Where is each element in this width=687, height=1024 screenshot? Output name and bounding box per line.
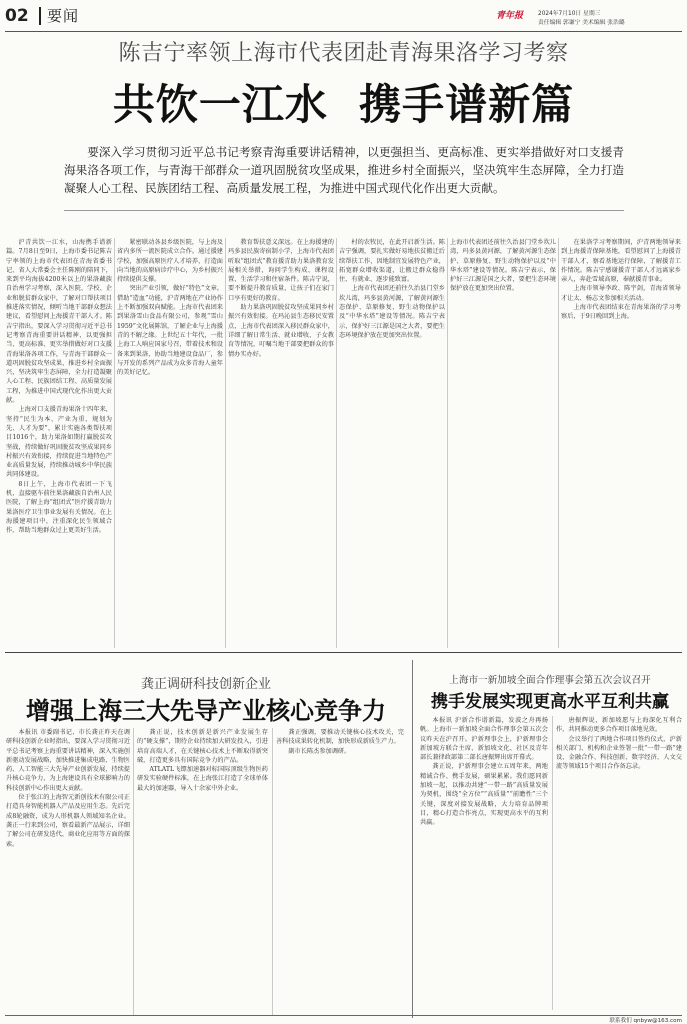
- lead-paragraph-2: 上海对口支援青海果洛十四年来，坚持“民生为本、产业为重、规划为先、人才为要”，累计实施各类帮扶项目1016个，助力果洛如期打赢脱贫攻坚战，持续做好巩固脱贫攻坚成果同乡村振兴有效衔接，持续促进当地特色产业高质量发展，持续推动城乡中华民族共同体建设。: [6, 406, 112, 479]
- lead-column-1: [6, 238, 112, 650]
- footer-contact: 联系我们 qnbyw@163.com: [609, 1018, 682, 1024]
- story-left-paragraph-3: 龚正说，技术创新是新兴产业发展生存的“硬支撑”，期待企业持续加大研发投入，引进培育高端人才，在关键核心技术上不断取得新突破，打造更多具有国际竞争力的产品。: [137, 729, 268, 764]
- column-divider: [225, 238, 226, 648]
- stories-vertical-divider: [412, 660, 413, 1018]
- lead-paragraph-11: 上海市领导李政、陈宇剑，青海省领导才让太、杨志文参加相关活动。: [561, 285, 681, 302]
- story-left-column-1: [6, 728, 130, 1018]
- lead-paragraph-8: 村的农牧民，在此开启新生活。陈吉宁强调，要扎实做好易地扶贫搬迁后续帮扶工作，因地制宜发展特色产业，拓宽群众增收渠道，让搬迁群众稳得住、有就业、逐步能致富。: [339, 239, 445, 284]
- lead-column-5: [450, 238, 556, 650]
- column-divider: [447, 238, 448, 648]
- lead-paragraph-7: 助力果洛巩固脱贫攻坚成果同乡村振兴有效衔接。在玛沁县生态移民安置点，上海市代表团深入移民群众家中，详细了解日常生活、就业增收、子女教育等情况，叮嘱当地干部要把群众的事情办实办好。: [228, 304, 334, 358]
- story-left-paragraph-2: 位于张江的上海智元新创技术有限公司正打造具身智能机器人产品及应用生态。先后完成8轮融资，成为人形机器人领域知名企业。龚正一行来到公司，察看最新产品展示，详细了解公司在研发迭代、商业化应用等方面的探索。: [6, 794, 130, 848]
- lead-paragraph-6: 教育帮扶意义深远。在上海援建的玛多县民族寄宿制小学，上海市代表团听取“组团式”教育援青助力果洛教育发展相关举措，询问学生构成、课程设置、生活学习和住宿条件。陈吉宁说，要不断提升教育质量，让孩子们在家门口享有更好的教育。: [228, 239, 334, 302]
- story-left-paragraph-1: 本报讯 市委副书记、市长龚正昨天在调研科技创新企业时指出，要深入学习贯彻习近平总书记考察上海重要讲话精神，深入实施创新驱动发展战略，加快推进集成电路、生物医药、人工智能三大先导产业创新发展，持续提升核心竞争力，为上海建设具有全球影响力的科技创新中心作出更大贡献。: [6, 729, 130, 792]
- story-left-paragraph-6: 副市长陈杰参加调研。: [288, 747, 351, 755]
- page-number: 02: [5, 6, 29, 26]
- lead-paragraph-3: 8日上午，上海市代表团一下飞机，直接驱车前往果洛藏族自治州人民医院，了解上海“组团式”医疗援青助力果洛医疗卫生事业发展有关情况。在上海援建项目中，注重深化民生领域合作，帮助当地群众过上更美好生活。: [6, 480, 112, 535]
- editors-line: 责任编辑 郭谦宁 美术编辑 张浩璐: [538, 20, 625, 26]
- story-left-paragraph-5: 龚正强调，要推动关键核心技术攻关，完善科技成果转化机制，加快形成新质生产力。: [276, 729, 404, 746]
- story-right-column-1: [420, 716, 548, 1012]
- story-right-paragraph-3: 唐振辉说，新加坡愿与上海深化互利合作，共同推动更多合作项目落地见效。: [556, 717, 682, 734]
- lead-deck-rule: [64, 210, 624, 211]
- lead-paragraph-1: 沪青共饮一江水，山海携手谱新篇。7月8日至9日，上海市委书记陈吉宁率领的上海市代表团在青海省委书记、省人大常委会主任陈刚的陪同下，来到平均海拔4200米以上的果洛藏族自治州学习考察，深入医院、学校、企业和脱贫群众家中，了解对口帮扶项目推进落实情况，倾听当地干部群众想法建议，看望慰问上海援青干部人才。陈吉宁指出，要深入学习贯彻习近平总书记考察青海重要讲话精神，以更强担当、更高标准、更实举措做好对口支援青海果洛各项工作，与青海干部群众一道巩固脱贫攻坚成果，推进乡村全面振兴，坚决筑牢生态屏障，全力打造凝聚人心工程、民族团结工程、高质量发展工程，为推进中国式现代化作出更大贡献。: [6, 239, 112, 405]
- story-right-kicker: 上海市一新加坡全面合作理事会第五次会议召开: [449, 675, 651, 686]
- column-divider: [336, 238, 337, 648]
- masthead: [0, 0, 687, 32]
- story-right-headline: 携手发展实现更高水平互利共赢: [431, 692, 669, 712]
- column-divider: [552, 716, 553, 1010]
- lead-column-6: [561, 238, 681, 650]
- lead-paragraph-10: 在果洛学习考察期间，沪青两地领导来到上海援青保障基地，看望慰问了上海援青干部人才，察看基地运行保障，了解援青工作情况。陈吉宁感谢援青干部人才远离家乡亲人，奔赴雪域高原，奉献援青事业。: [561, 239, 681, 284]
- column-divider: [133, 728, 134, 1016]
- lead-column-2: [117, 238, 223, 650]
- story-right-paragraph-4: 会议举行了两地合作项目签约仪式，沪新相关部门、机构和企业签署一批“一带一路”建设、金融合作、科技创新、数字经济、人文交流等领域15个项目合作备忘录。: [556, 735, 682, 771]
- lead-column-4: [339, 238, 445, 650]
- paper-logo: 青年报: [496, 11, 524, 21]
- lead-paragraph-5: 突出产业引领，做好“特色”文章。借助“造血”功能，沪青两地在产业协作上不断加强双向赋能。上海市代表团来到果洛雪山食品有限公司，参观“雪山1959”文化展陈馆，了解企业与上海援青的不解之缘。上世纪五十年代，一批上海工人响应国家号召，带着技术和设备来到果洛，协助当地建设食品厂，参与开发的系列产品成为众多青海人童年的美好记忆。: [117, 285, 223, 377]
- story-left-column-2: [137, 728, 268, 1018]
- story-left-kicker: 龚正调研科技创新企业: [140, 677, 271, 692]
- lead-paragraph-12: 上海市代表团结束在青海果洛的学习考察后，于9日晚回到上海。: [561, 304, 681, 321]
- column-divider: [272, 728, 273, 1016]
- lead-kicker: 陈吉宁率领上海市代表团赴青海果洛学习考察: [118, 41, 569, 66]
- lead-deck: 要深入学习贯彻习近平总书记考察青海重要讲话精神，以更强担当、更高标准、更实举措做好对口支援青海果洛各项工作，与青海干部群众一道巩固脱贫攻坚成果，推进乡村全面振兴，坚决筑牢生态屏障，全力打造凝聚人心工程、民族团结工程、高质量发展工程，为推进中国式现代化作出更大贡献。: [64, 145, 624, 195]
- column-divider: [114, 238, 115, 648]
- story-right-column-2: [556, 716, 682, 1012]
- story-left-headline: 增强上海三大先导产业核心竞争力: [26, 697, 386, 725]
- story-left-column-3: [276, 728, 404, 1018]
- lead-column-3: [228, 238, 334, 650]
- lead-paragraph-4: 紧密联动各县乡级医院，与上海及省内多所一流医院成立合作。通过援建学校，加强高原医疗人才培养，打造面向当地的高原病诊疗中心，为乡村振兴持续提供支撑。: [117, 239, 223, 284]
- lead-story-divider: [5, 652, 682, 653]
- column-divider: [558, 238, 559, 648]
- date-line: 2024年7月10日 星期三: [538, 11, 601, 17]
- story-left-paragraph-4: ATLATL飞镖加速器对标国际顶级生物医药研发实验硬件标准，在上海张江打造了全球单体最大的加速器，导入十余家中外企业。: [137, 766, 268, 792]
- story-right-paragraph-1: 本报讯 沪新合作谱新篇，发波之舟再扬帆。上海市一新加坡全面合作理事会第五次会议昨天在沪召开。沪新理事会上，沪新理事会新加坡方联合主席、新加坡文化、社区及青年部长兼律政部第二部长唐振辉出席开幕式。: [420, 717, 548, 762]
- lead-paragraph-9: 上海市代表团还前往久治县门堂乡坎儿湾，玛多县黄河源，了解黄河源生态保护、草原修复、野生动物保护以及“中华水塔”建设等情况。陈吉宁表示，保护好三江源是国之大者，要把生态环境保护放在更加突出位置。: [339, 285, 445, 339]
- masthead-divider: [5, 31, 682, 32]
- section-label: 要闻: [39, 7, 79, 25]
- lead-paragraph-9b: 上海市代表团还前往久治县门堂乡坎儿湾，玛多县黄河源，了解黄河源生态保护、草原修复、野生动物保护以及“中华水塔”建设等情况。陈吉宁表示，保护好三江源是国之大者，要把生态环境保护放在更加突出位置。: [450, 239, 556, 293]
- lead-headline: 共饮一江水 携手谱新篇: [112, 80, 575, 129]
- story-right-paragraph-2: 龚正说，沪新理事会建立五周年来，两地精诚合作、携手发展，硕果累累。我们愿同新加坡一起，以推动共建“一带一路”高质量发展为契机，围绕“全方位”“高质量”“前瞻性”三个关键，深度对接发展战略，大力培育品牌项目，精心打造合作亮点，实现更高水平的互利共赢。: [420, 763, 548, 827]
